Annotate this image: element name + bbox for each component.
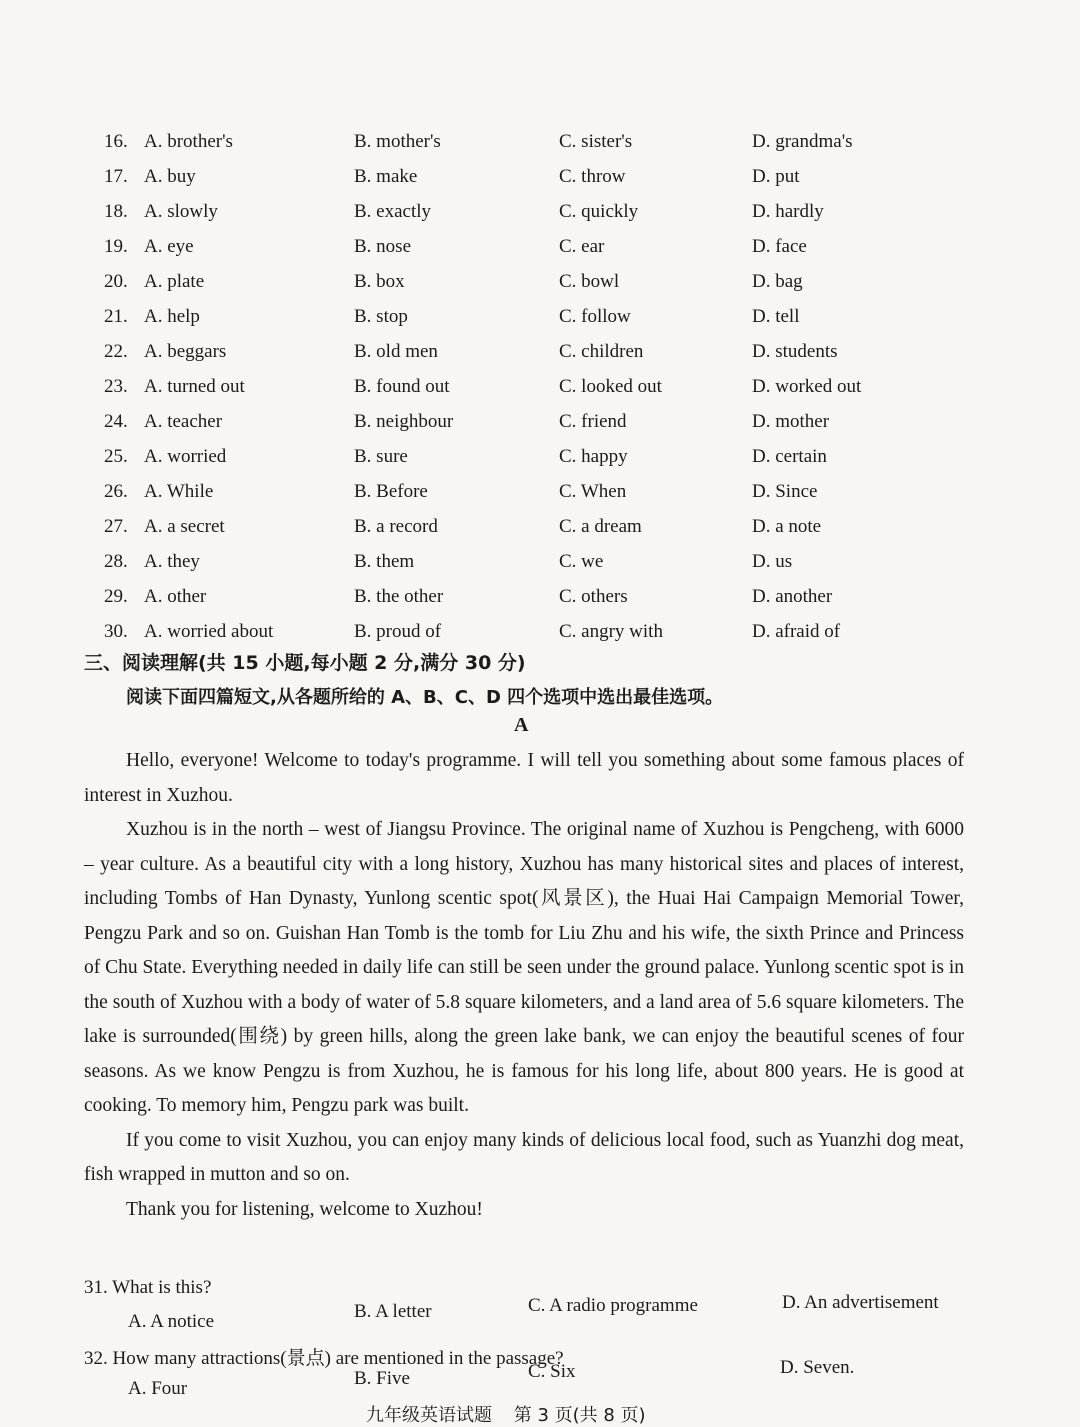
option-d: D. An advertisement: [782, 1292, 939, 1313]
option-d: D. another: [752, 586, 833, 607]
option-d: D. grandma's: [752, 131, 853, 152]
option-d: D. afraid of: [752, 621, 841, 642]
option-c: C. looked out: [559, 376, 662, 397]
option-d: D. tell: [752, 306, 800, 327]
option-a: A. teacher: [144, 411, 223, 432]
question-number: 20.: [104, 271, 128, 292]
choice-row: [104, 544, 984, 579]
page-number: 第 3 页(共 8 页): [513, 1405, 646, 1426]
question-number: 18.: [104, 201, 128, 222]
choice-row: [104, 299, 984, 334]
option-a: A. help: [144, 306, 200, 327]
page-footer: [366, 1401, 662, 1427]
section-title: 三、阅读理解(共 15 小题,每小题 2 分,满分 30 分): [84, 652, 526, 674]
choice-row: [104, 194, 984, 229]
question-number: 31.: [84, 1277, 108, 1298]
option-a: A. A notice: [128, 1311, 215, 1332]
option-d: D. certain: [752, 446, 827, 467]
option-a: A. eye: [144, 236, 194, 257]
option-b: B. sure: [354, 446, 408, 467]
option-c: C. A radio programme: [528, 1295, 698, 1316]
footer-title: 九年级英语试题: [366, 1405, 492, 1426]
option-c: C. throw: [559, 166, 626, 187]
option-c: C. quickly: [559, 201, 639, 222]
section-instruction: 阅读下面四篇短文,从各题所给的 A、B、C、D 四个选项中选出最佳选项。: [126, 687, 724, 708]
option-a: A. beggars: [144, 341, 227, 362]
choice-row: [104, 509, 984, 544]
option-c: C. bowl: [559, 271, 620, 292]
option-b: B. Five: [354, 1368, 410, 1389]
option-a: A. turned out: [144, 376, 245, 397]
option-a: A. brother's: [144, 131, 233, 152]
passage-paragraph: Thank you for listening, welcome to Xuzhou!: [126, 1198, 483, 1220]
question-text: How many attractions(景点) are mentioned in the passage?: [112, 1348, 564, 1369]
choice-row: [104, 369, 984, 404]
question-number: 29.: [104, 586, 128, 607]
question-number: 26.: [104, 481, 128, 502]
option-b: B. mother's: [354, 131, 441, 152]
option-d: D. hardly: [752, 201, 824, 222]
option-c: C. sister's: [559, 131, 633, 152]
option-a: A. they: [144, 551, 200, 572]
passage-label: A: [514, 714, 529, 736]
option-a: A. slowly: [144, 201, 218, 222]
option-b: B. A letter: [354, 1301, 432, 1322]
option-b: B. make: [354, 166, 418, 187]
option-c: C. Six: [528, 1361, 576, 1382]
option-a: A. other: [144, 586, 207, 607]
question-stem: [84, 1277, 211, 1299]
option-d: D. bag: [752, 271, 803, 292]
option-b: B. proud of: [354, 621, 442, 642]
question-number: 27.: [104, 516, 128, 537]
question-number: 28.: [104, 551, 128, 572]
choice-row: [104, 264, 984, 299]
option-d: D. put: [752, 166, 800, 187]
question-number: 22.: [104, 341, 128, 362]
question-number: 21.: [104, 306, 128, 327]
option-c: C. others: [559, 586, 628, 607]
option-b: B. nose: [354, 236, 411, 257]
option-c: C. a dream: [559, 516, 642, 537]
option-b: B. the other: [354, 586, 444, 607]
option-a: A. worried about: [144, 621, 274, 642]
option-b: B. exactly: [354, 201, 432, 222]
choice-row: [104, 124, 984, 159]
question-number: 24.: [104, 411, 128, 432]
choice-row: [104, 404, 984, 439]
question-number: 16.: [104, 131, 128, 152]
question-number: 32.: [84, 1348, 108, 1369]
question-text: What is this?: [112, 1277, 212, 1298]
option-c: C. happy: [559, 446, 628, 467]
option-c: C. When: [559, 481, 627, 502]
choice-row: [104, 579, 984, 614]
option-c: C. follow: [559, 306, 631, 327]
choice-row: [104, 334, 984, 369]
choice-row: [104, 439, 984, 474]
option-c: C. angry with: [559, 621, 663, 642]
option-a: A. worried: [144, 446, 227, 467]
option-a: A. While: [144, 481, 214, 502]
passage-paragraph: Xuzhou is in the north – west of Jiangsu Province. The original name of Xuzhou is Pengcheng, with 6000 – year culture. As a beautiful city with a long history, Xuzhou has many historical sites and places of interest, including Tombs of Han Dynasty, Yunlong scentic spot(风景区), the Huai Hai Campaign Memorial Tower, Pengzu Park and so on. Guishan Han Tomb is the tomb for Liu Zhu and his wife, the sixth Prince and Princess of Chu State. Everything needed in daily life can still be seen under the ground palace. Yunlong scentic spot is in the south of Xuzhou with a body of water of 5.8 square kilometers, and a land area of 5.6 square kilometers. The lake is surrounded(围绕) by green hills, along the green lake bank, we can enjoy the beautiful scenes of four seasons. As we know Pengzu is from Xuzhou, he is famous for his long life, about 800 years. He is good at cooking. To memory him, Pengzu park was built.: [84, 819, 964, 1116]
option-b: B. neighbour: [354, 411, 454, 432]
option-b: B. found out: [354, 376, 450, 397]
option-d: D. Seven.: [780, 1357, 855, 1378]
option-b: B. them: [354, 551, 415, 572]
question-number: 17.: [104, 166, 128, 187]
option-d: D. us: [752, 551, 793, 572]
option-d: D. worked out: [752, 376, 862, 397]
option-b: B. box: [354, 271, 405, 292]
option-c: C. we: [559, 551, 604, 572]
option-d: D. students: [752, 341, 838, 362]
option-b: B. stop: [354, 306, 408, 327]
reading-passage: [84, 744, 964, 1227]
option-d: D. a note: [752, 516, 822, 537]
cloze-choices: [104, 124, 984, 649]
choice-row: [104, 474, 984, 509]
question-number: 25.: [104, 446, 128, 467]
option-b: B. a record: [354, 516, 438, 537]
question-stem: [84, 1343, 564, 1370]
option-b: B. Before: [354, 481, 428, 502]
passage-paragraph: Hello, everyone! Welcome to today's programme. I will tell you something about some famous places of interest in Xuzhou.: [84, 750, 964, 806]
option-c: C. ear: [559, 236, 605, 257]
choice-row: [104, 159, 984, 194]
option-a: A. plate: [144, 271, 205, 292]
choice-row: [104, 229, 984, 264]
passage-paragraph: If you come to visit Xuzhou, you can enjoy many kinds of delicious local food, such as Yuanzhi dog meat, fish wrapped in mutton and so on.: [84, 1129, 964, 1185]
question-number: 30.: [104, 621, 128, 642]
option-a: A. buy: [144, 166, 196, 187]
question-number: 19.: [104, 236, 128, 257]
choice-row: [104, 614, 984, 649]
option-d: D. mother: [752, 411, 830, 432]
question-number: 23.: [104, 376, 128, 397]
option-d: D. face: [752, 236, 807, 257]
option-b: B. old men: [354, 341, 438, 362]
option-d: D. Since: [752, 481, 818, 502]
option-a: A. Four: [128, 1378, 188, 1399]
option-c: C. friend: [559, 411, 627, 432]
option-a: A. a secret: [144, 516, 225, 537]
option-c: C. children: [559, 341, 644, 362]
